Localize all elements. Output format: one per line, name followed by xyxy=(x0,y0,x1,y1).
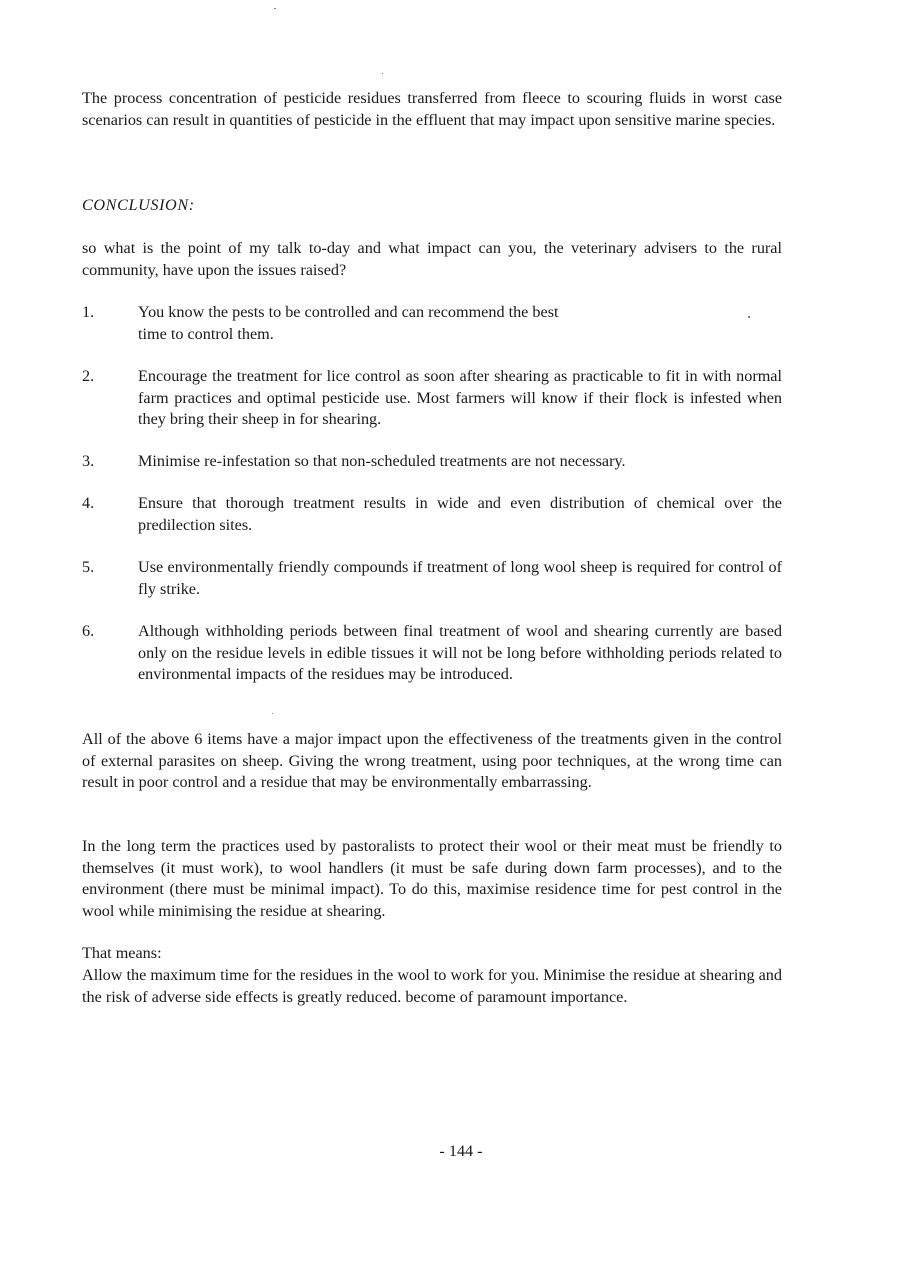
that-means-label: That means: xyxy=(82,944,162,962)
list-item-text: Encourage the treatment for lice control as soon after shearing as practicable to fit in with normal farm practices and optimal pesticide use. Most farmers will know if their flock is infested when they bring their sheep in for shearing. xyxy=(138,367,782,428)
question-paragraph: so what is the point of my talk to-day and what impact can you, the veterinary advisers to the rural community, have upon the issues raised? xyxy=(82,239,782,279)
list-item-number: 6. xyxy=(82,622,95,640)
list-item-number: 4. xyxy=(82,494,95,512)
list-item-number: 1. xyxy=(82,303,95,321)
list-item-text: Although withholding periods between final treatment of wool and shearing currently are based only on the residue levels in edible tissues it will not be long before withholding periods related to environmental impacts of the residues may be introduced. xyxy=(138,622,782,683)
list-item-number: 3. xyxy=(82,452,95,470)
conclusion-heading: CONCLUSION: xyxy=(82,196,195,214)
list-item xyxy=(82,557,782,600)
list-item-text xyxy=(138,302,782,345)
scan-speck xyxy=(272,713,273,714)
intro-paragraph: The process concentration of pesticide residues transferred from fleece to scouring fluids in worst case scenarios can result in quantities of pesticide in the effluent that may impact upon sensitive marine species. xyxy=(82,89,782,129)
list-item-number: 5. xyxy=(82,558,95,576)
list-item xyxy=(82,451,782,473)
list-item xyxy=(82,366,782,431)
summary-paragraph: All of the above 6 items have a major impact upon the effectiveness of the treatments given in the control of external parasites on sheep. Giving the wrong treatment, using poor techniques, at the wrong time can result in poor control and a residue that may be environmentally embarrassing. xyxy=(82,730,782,791)
scan-speck xyxy=(382,73,383,74)
list-item-text: Use environmentally friendly compounds if treatment of long wool sheep is required for control of fly strike. xyxy=(138,558,782,598)
list-item xyxy=(82,302,782,345)
list-item-text-line: You know the pests to be controlled and can recommend the best xyxy=(138,303,559,321)
list-item-number: 2. xyxy=(82,367,95,385)
page-number: - 144 - xyxy=(439,1142,483,1160)
list-item-text-line: time to control them. xyxy=(138,324,274,343)
list-item xyxy=(82,493,782,536)
list-item xyxy=(82,621,782,686)
scan-speck xyxy=(274,8,276,9)
list-item-text: Ensure that thorough treatment results in wide and even distribution of chemical over the predilection sites. xyxy=(138,494,782,534)
long-term-paragraph: In the long term the practices used by pastoralists to protect their wool or their meat must be friendly to themselves (it must work), to wool handlers (it must be safe during down farm processes), and to the environment (there must be minimal impact). To do this, maximise residence time for pest control in the wool while minimising the residue at shearing. xyxy=(82,837,782,920)
final-paragraph: Allow the maximum time for the residues in the wool to work for you. Minimise the residue at shearing and the risk of adverse side effects is greatly reduced. become of paramount importance. xyxy=(82,966,782,1006)
list-item-text: Minimise re-infestation so that non-scheduled treatments are not necessary. xyxy=(138,452,626,470)
